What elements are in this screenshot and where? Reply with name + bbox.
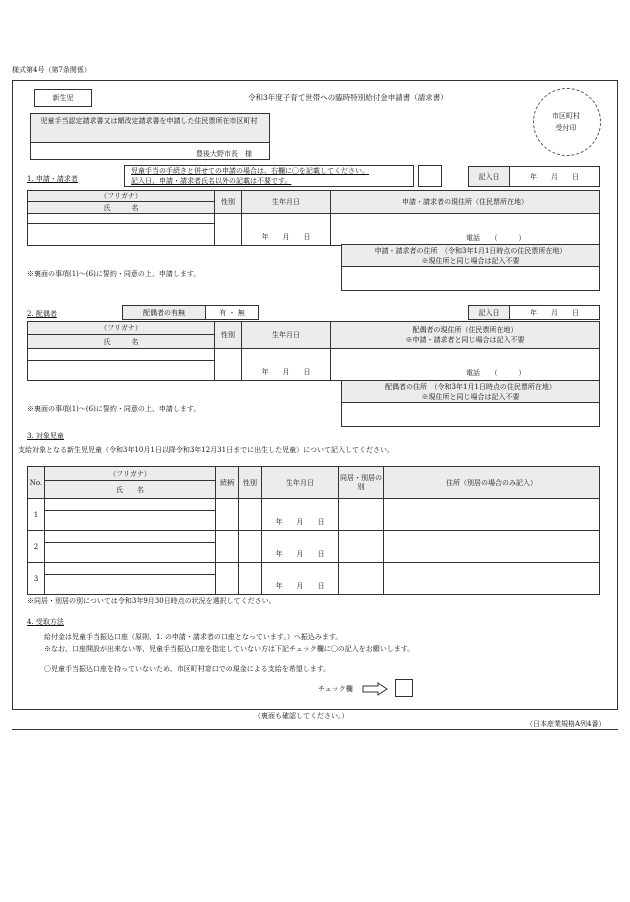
s1-name-input[interactable] (28, 224, 215, 246)
form-number: 様式第4号（第7条関係） (12, 66, 91, 74)
s3-row2-dob[interactable] (262, 531, 339, 563)
footer-rule (12, 729, 618, 730)
footer-back-note: （裏面も確認してください。） (254, 712, 349, 720)
s1-oath: ※裏面の事項(1)～(6)に誓約・同意の上、申請します。 (27, 270, 201, 278)
s3-row3-dob-value: 年 月 日 (275, 582, 325, 590)
s2-address-label: 配偶者の現住所（住民票所在地） (412, 326, 518, 334)
s1-furigana-input[interactable] (28, 214, 215, 224)
newborn-tag-text: 新生児 (52, 94, 74, 102)
s1-date-label: 記入日 (469, 167, 510, 187)
s3-dob-head: 生年月日 (262, 467, 339, 499)
s2-address-input[interactable] (331, 349, 600, 381)
s3-row1-cohab[interactable] (339, 499, 384, 531)
s2-name-input[interactable] (28, 361, 215, 381)
s3-row2-cohab[interactable] (339, 531, 384, 563)
s2-addr2-head (342, 381, 600, 403)
s3-row3-furigana[interactable] (45, 563, 216, 575)
newborn-tag (34, 89, 92, 107)
s3-intro: 支給対象となる新生児児童（令和3年10月1日以降令和3年12月31日までに出生した児童）について記入してください。 (18, 446, 394, 454)
s2-date-value[interactable]: 年 月 日 (510, 306, 600, 320)
s1-addr2-input[interactable] (342, 267, 600, 291)
s3-name-head: 氏 名 (45, 481, 216, 499)
s3-row1-gender[interactable] (239, 499, 262, 531)
s1-name-head: 氏 名 (28, 202, 215, 214)
s2-phone: 電話 （ ） (466, 369, 526, 377)
s3-heading: 3. 対象児童 (27, 432, 64, 440)
s1-dob-head: 生年月日 (242, 191, 331, 214)
s2-dob-head: 生年月日 (242, 322, 331, 349)
s3-row3-dob[interactable] (262, 563, 339, 595)
s3-row1-dob[interactable] (262, 499, 339, 531)
s1-addr2-head (342, 245, 600, 267)
s2-date-table (468, 305, 600, 320)
s2-addr2-table (341, 380, 600, 427)
s2-has-spouse-table (122, 305, 259, 320)
s3-furigana-head: （フリガナ） (45, 467, 216, 481)
s1-gender-head: 性別 (215, 191, 242, 214)
arrow-right-icon (362, 682, 388, 696)
s3-address-head: 住所（別居の場合のみ記入） (384, 467, 600, 499)
s4-line1: 給付金は児童手当振込口座（原則、1. の申請・請求者の口座となっています。）へ振込みます。 (44, 633, 343, 641)
s1-addr2-table (341, 244, 600, 291)
s2-gender-input[interactable] (215, 349, 242, 381)
s3-row2-name[interactable] (45, 543, 216, 563)
s1-dob-value: 年 月 日 (261, 233, 311, 241)
s2-heading: 2. 配偶者 (27, 310, 57, 318)
s3-row3-relation[interactable] (216, 563, 239, 595)
footer-standard: （日本産業規格A列4番） (526, 720, 606, 728)
s1-addr2-note: ※現住所と同じ場合は記入不要 (421, 256, 520, 265)
s3-row3-no: 3 (28, 563, 45, 595)
reception-stamp-circle (533, 88, 601, 156)
s2-yes-no[interactable]: 有 ・ 無 (206, 306, 259, 320)
s3-row3-address[interactable] (384, 563, 600, 595)
stamp-line2: 受付印 (555, 124, 577, 132)
s3-relation-head: 続柄 (216, 467, 239, 499)
s3-row1-address[interactable] (384, 499, 600, 531)
s2-addr2-input[interactable] (342, 403, 600, 427)
header-note: 児童手当認定請求書又は額改定請求書を申請した住民票所在市区町村 (40, 117, 258, 125)
addressee: 豊後大野市長 様 (196, 150, 252, 158)
s2-table (27, 321, 600, 381)
s2-dob-input[interactable] (242, 349, 331, 381)
s1-addr2-label: 申請・請求者の住所 （令和3年1月1日時点の住民票所在地） (374, 246, 567, 255)
s1-dob-input[interactable] (242, 214, 331, 246)
s2-date-label: 記入日 (469, 306, 510, 320)
s3-gender-head: 性別 (239, 467, 262, 499)
s3-cohab-head: 同居・別居の別 (339, 467, 384, 499)
s3-row1-relation[interactable] (216, 499, 239, 531)
s2-name-head: 氏 名 (28, 335, 215, 349)
form-title: 令和3年度子育て世帯への臨時特別給付金申請書（請求書） (248, 93, 448, 102)
s3-note: ※同居・別居の別については令和3年9月30日時点の状況を選択してください。 (27, 597, 276, 605)
s2-address-note: ※申請・請求者と同じ場合は記入不要 (405, 336, 525, 344)
s4-heading: 4. 受取方法 (27, 618, 64, 626)
s1-phone: 電話 （ ） (466, 234, 526, 242)
s2-addr2-label: 配偶者の住所 （令和3年1月1日時点の住民票所在地） (385, 382, 556, 391)
s1-date-table (468, 166, 600, 187)
s1-gender-input[interactable] (215, 214, 242, 246)
stamp-line1: 市区町村 (552, 112, 580, 120)
s4-check-label: チェック欄 (318, 685, 353, 693)
s3-row3-cohab[interactable] (339, 563, 384, 595)
s3-row1-no: 1 (28, 499, 45, 531)
s3-row1-dob-value: 年 月 日 (275, 518, 325, 526)
s1-note1: 児童手当の手続きと併せての申請の場合は、右欄に〇を記載してください。 (131, 167, 369, 175)
s3-row1-name[interactable] (45, 511, 216, 531)
s2-dob-value: 年 月 日 (261, 368, 311, 376)
s2-oath: ※裏面の事項(1)～(6)に誓約・同意の上、申請します。 (27, 405, 201, 413)
s4-line3: 〇児童手当振込口座を持っていないため、市区町村窓口での現金による支給を希望します。 (44, 665, 331, 673)
s2-addr2-note: ※現住所と同じ場合は記入不要 (421, 392, 520, 401)
s1-date-value[interactable]: 年 月 日 (510, 167, 600, 187)
s1-furigana-head: （フリガナ） (28, 191, 215, 202)
s1-table (27, 190, 600, 246)
s3-row3-gender[interactable] (239, 563, 262, 595)
s3-row3-name[interactable] (45, 575, 216, 595)
s4-check-box[interactable] (395, 679, 413, 697)
s2-has-spouse-label: 配偶者の有無 (123, 306, 206, 320)
s3-table (27, 466, 600, 595)
s3-row2-relation[interactable] (216, 531, 239, 563)
s2-furigana-input[interactable] (28, 349, 215, 361)
s1-heading: 1. 申請・請求者 (27, 175, 78, 183)
s4-line2: ※なお、口座開設が出来ない等、児童手当振込口座を指定していない方は下記チェック欄に〇の記入をお願いします。 (44, 645, 415, 653)
s2-address-head (331, 322, 600, 349)
s2-furigana-head: （フリガナ） (28, 322, 215, 335)
s3-row2-address[interactable] (384, 531, 600, 563)
s3-row2-no: 2 (28, 531, 45, 563)
s3-row1-furigana[interactable] (45, 499, 216, 511)
s2-gender-head: 性別 (215, 322, 242, 349)
s3-no-head: No. (28, 467, 45, 499)
s1-check-box[interactable] (418, 165, 442, 187)
s1-address-head: 申請・請求者の現住所（住民票所在地） (331, 191, 600, 214)
s3-row2-gender[interactable] (239, 531, 262, 563)
s1-address-input[interactable] (331, 214, 600, 246)
s3-row2-dob-value: 年 月 日 (275, 550, 325, 558)
s3-row2-furigana[interactable] (45, 531, 216, 543)
s1-note2: 記入日、申請・請求者氏名以外の記載は不要です。 (131, 177, 292, 185)
